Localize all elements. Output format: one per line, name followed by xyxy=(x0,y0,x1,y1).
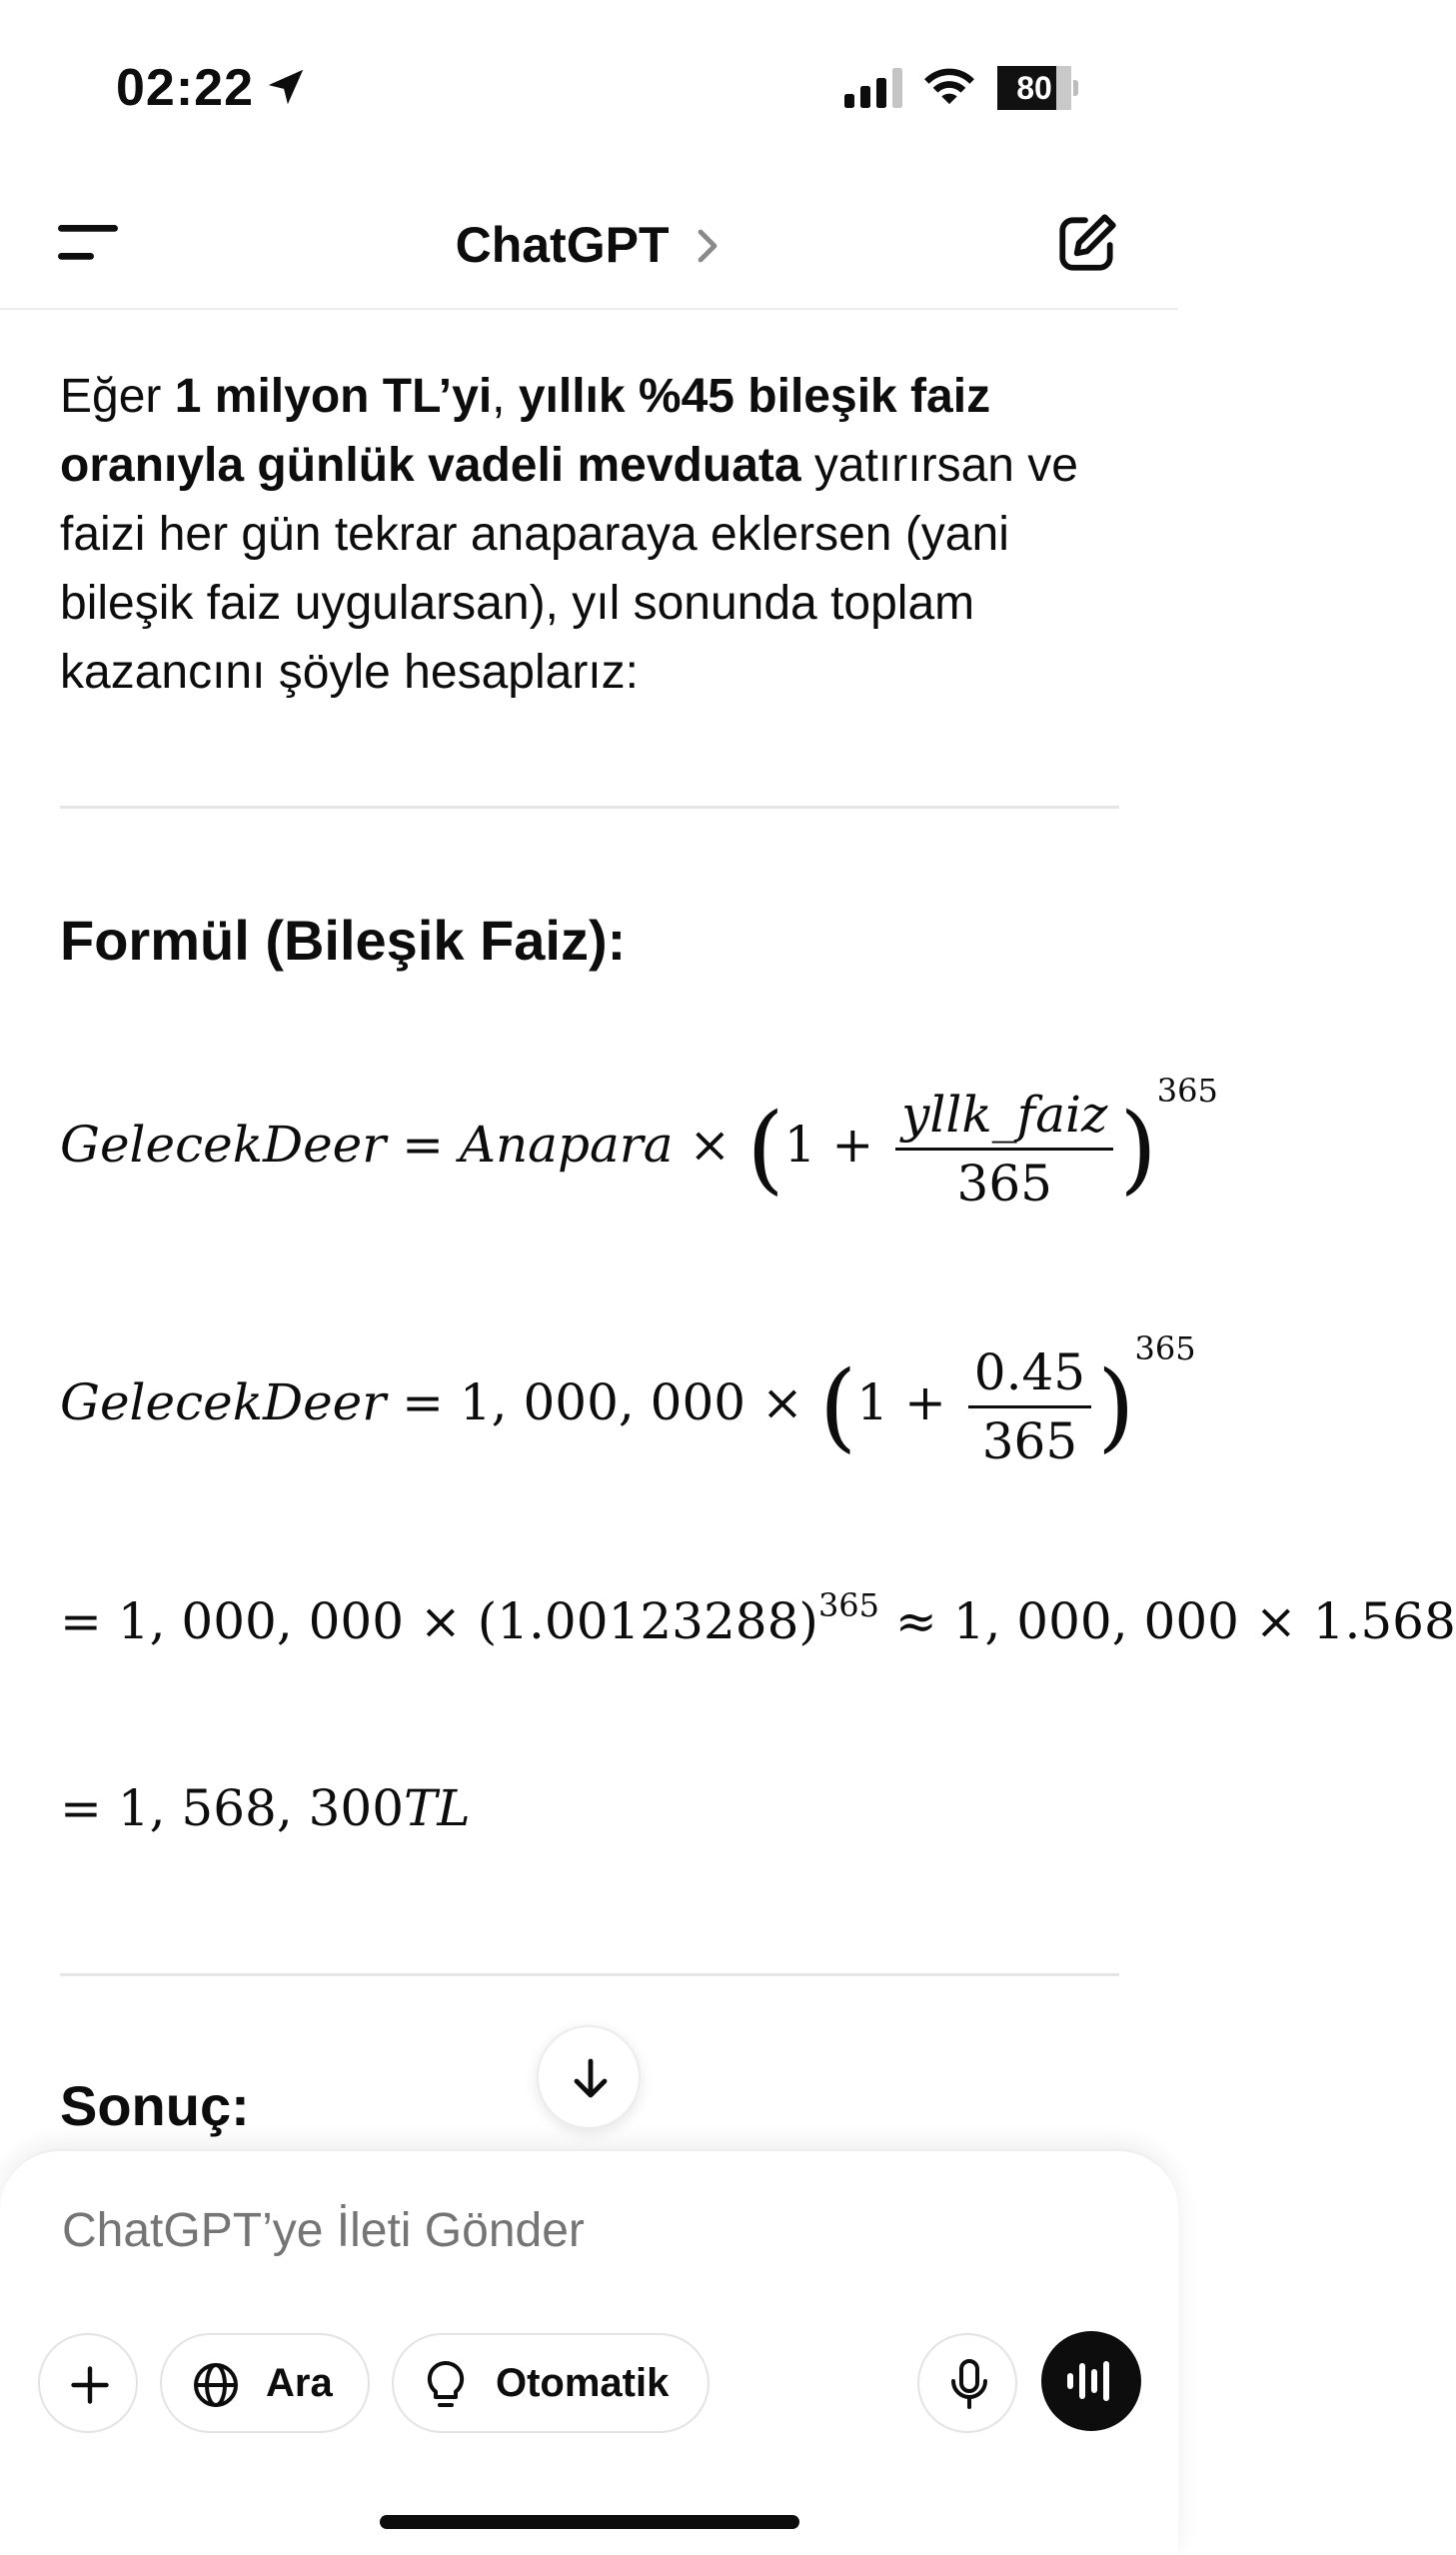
eq1-times: × xyxy=(673,1116,747,1174)
eq2-equals: = xyxy=(386,1373,460,1431)
status-bar xyxy=(0,0,1178,160)
intro-paragraph xyxy=(60,362,1119,707)
page-title: ChatGPT xyxy=(455,217,670,273)
search-button[interactable] xyxy=(160,2333,370,2433)
scroll-to-bottom-button[interactable] xyxy=(537,2025,641,2129)
lightbulb-icon xyxy=(422,2359,470,2411)
eq1-fraction xyxy=(895,1086,1113,1213)
reasoning-mode-button[interactable] xyxy=(392,2333,710,2433)
eq3-rest: ≈ 1, 000, 000 × 1.568 xyxy=(879,1592,1456,1650)
eq1-var: Anapara xyxy=(459,1116,674,1174)
eq1-denominator: 365 xyxy=(956,1154,1052,1213)
battery-body xyxy=(997,66,1071,110)
dictation-button[interactable] xyxy=(917,2333,1017,2433)
eq2-close-paren: ) xyxy=(1097,1350,1135,1462)
eq1-exponent: 365 xyxy=(1156,1072,1218,1110)
voice-mode-button[interactable] xyxy=(1041,2331,1141,2431)
intro-bold-2: yıllık %45 bileşik faiz oranıyla günlük vadeli mevduata xyxy=(60,370,991,492)
intro-bold-1: 1 milyon TL’yi xyxy=(174,370,493,423)
battery-cap xyxy=(1073,80,1078,96)
eq2-exponent: 365 xyxy=(1134,1329,1196,1367)
eq4-value: = 1, 568, 300 xyxy=(60,1779,405,1837)
search-button-label: Ara xyxy=(266,2361,333,2405)
eq2-times: × xyxy=(745,1373,819,1431)
eq1-lhs: GelecekDeer xyxy=(60,1116,387,1174)
arrow-down-icon xyxy=(567,2055,615,2103)
eq2-value: 1, 000, 000 xyxy=(459,1373,746,1431)
new-chat-icon[interactable] xyxy=(1054,210,1120,276)
eq4-unit: TL xyxy=(404,1779,471,1837)
intro-text-2: , xyxy=(492,370,519,423)
microphone-icon xyxy=(949,2359,989,2411)
assistant-message xyxy=(0,312,1456,2151)
eq1-one-plus: 1 + xyxy=(783,1116,890,1174)
header-divider xyxy=(0,308,1178,310)
eq2-one-plus: 1 + xyxy=(856,1373,962,1431)
plus-icon xyxy=(68,2363,112,2407)
location-arrow-icon xyxy=(263,64,309,110)
eq2-lhs: GelecekDeer xyxy=(60,1373,387,1431)
voice-waveform-icon xyxy=(1065,2355,1117,2407)
equation-substituted xyxy=(60,1329,1196,1470)
eq2-fraction xyxy=(968,1343,1091,1470)
status-time: 02:22 xyxy=(116,59,254,117)
eq1-equals: = xyxy=(386,1116,460,1174)
eq3-start: = 1, 000, 000 × (1.00123288) xyxy=(60,1592,818,1650)
equation-general xyxy=(60,1072,1218,1213)
cellular-signal-icon xyxy=(844,68,904,108)
intro-text-3: yatırırsan ve faizi her gün tekrar anaparaya eklersen (yani bileşik faiz uygularsan), yıl sonunda toplam kazancını şöyle hesaplarız: xyxy=(60,439,1078,699)
intro-text-1: Eğer xyxy=(60,370,175,423)
result-heading: Sonuç: xyxy=(60,2074,250,2137)
battery-indicator xyxy=(997,66,1077,110)
chat-header xyxy=(0,170,1178,310)
eq2-open-paren: ( xyxy=(818,1350,857,1462)
eq1-open-paren: ( xyxy=(746,1093,784,1205)
equation-evaluated xyxy=(60,1586,1456,1650)
eq1-close-paren: ) xyxy=(1119,1093,1157,1205)
battery-percent: 80 xyxy=(1016,70,1052,106)
reasoning-mode-label: Otomatik xyxy=(496,2361,670,2405)
eq2-denominator: 365 xyxy=(981,1411,1078,1470)
globe-icon xyxy=(192,2361,240,2409)
message-input[interactable] xyxy=(62,2191,1121,2271)
equation-result xyxy=(60,1779,471,1837)
eq3-exponent: 365 xyxy=(817,1586,880,1624)
attach-button[interactable] xyxy=(38,2333,138,2433)
eq2-numerator: 0.45 xyxy=(968,1343,1091,1408)
home-indicator xyxy=(380,2515,799,2529)
divider xyxy=(60,1973,1119,1976)
formula-heading: Formül (Bileşik Faiz): xyxy=(60,909,627,972)
message-composer xyxy=(0,2149,1178,2555)
eq1-numerator: yllk_faiz xyxy=(895,1086,1113,1151)
model-selector[interactable] xyxy=(0,210,1178,280)
divider xyxy=(60,806,1119,809)
chevron-right-icon xyxy=(695,226,723,266)
wifi-icon xyxy=(920,62,978,108)
